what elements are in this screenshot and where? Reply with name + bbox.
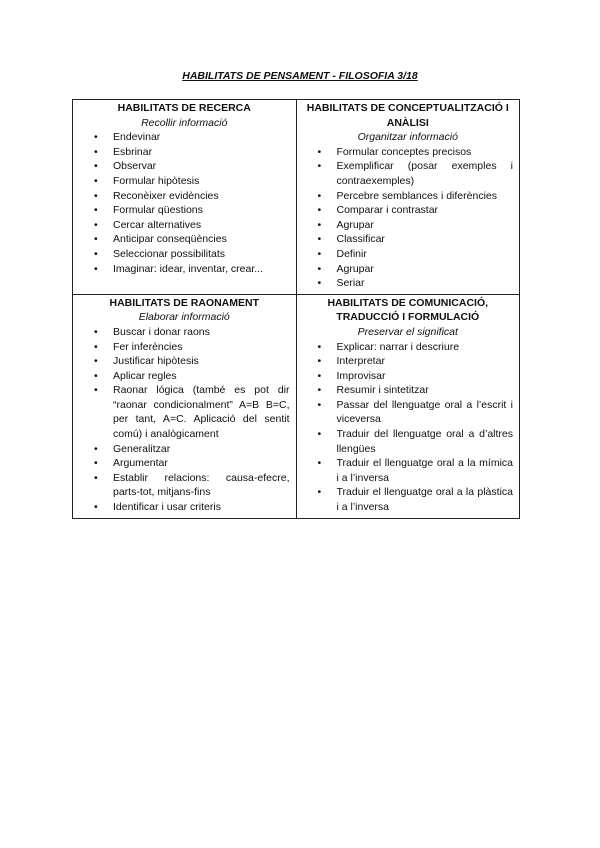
list-item: • Argumentar	[79, 456, 290, 471]
cell-comunicacio	[296, 294, 520, 518]
list-item: • Explicar: narrar i descriure	[303, 340, 514, 355]
table-row	[73, 100, 520, 295]
cell-recerca	[73, 100, 297, 295]
list-item: • Passar del llenguatge oral a l’escrit i viceversa	[303, 398, 514, 427]
list-item: • Identificar i usar criteris	[79, 500, 290, 515]
list-item: • Endevinar	[79, 130, 290, 145]
list-item: • Cercar alternatives	[79, 218, 290, 233]
list-item: • Agrupar	[303, 218, 514, 233]
list-item: • Improvisar	[303, 369, 514, 384]
list-item: • Establir relacions: causa-efecre, parts-tot, mitjans-fins	[79, 471, 290, 500]
list-item: • Formular qüestions	[79, 203, 290, 218]
list-item: • Definir	[303, 247, 514, 262]
list-item: • Agrupar	[303, 262, 514, 277]
list-item: • Generalitzar	[79, 442, 290, 457]
document-title: HABILITATS DE PENSAMENT - FILOSOFIA 3/18	[182, 70, 418, 82]
list-conceptualitzacio	[303, 145, 514, 291]
list-item: • Comparar i contrastar	[303, 203, 514, 218]
list-recerca	[79, 130, 290, 276]
cell-subtitle-raonament: Elaborar informació	[138, 311, 230, 324]
list-item: • Imaginar: idear, inventar, crear...	[79, 262, 290, 277]
list-item: • Interpretar	[303, 354, 514, 369]
list-item: • Formular hipòtesis	[79, 174, 290, 189]
list-item: • Seriar	[303, 276, 514, 291]
list-item: • Raonar lógica (també es pot dir “raonar condicionalment” A=B B=C, per tant, A=C. Aplicació del sentit comú) i analògicament	[79, 383, 290, 441]
skills-table	[72, 99, 520, 519]
list-item: • Seleccionar possibilitats	[79, 247, 290, 262]
cell-title-conceptualitzacio: HABILITATS DE CONCEPTUALITZACIÓ I ANÀLISI	[306, 102, 509, 129]
list-item: • Fer inferències	[79, 340, 290, 355]
table-row	[73, 294, 520, 518]
list-item: • Traduir el llenguatge oral a la mímica i a l’inversa	[303, 456, 514, 485]
list-item: • Traduir el llenguatge oral a la plàstica i a l’inversa	[303, 485, 514, 514]
cell-subtitle-conceptualitzacio: Organitzar informació	[357, 131, 458, 144]
cell-title-raonament: HABILITATS DE RAONAMENT	[109, 296, 260, 309]
list-item: • Resumir i sintetitzar	[303, 383, 514, 398]
list-item: • Anticipar conseqüències	[79, 232, 290, 247]
list-item: • Exemplificar (posar exemples i contraexemples)	[303, 159, 514, 188]
list-item: • Buscar i donar raons	[79, 325, 290, 340]
list-item: • Observar	[79, 159, 290, 174]
list-item: • Classificar	[303, 232, 514, 247]
list-item: • Formular conceptes precisos	[303, 145, 514, 160]
list-item: • Justificar hipòtesis	[79, 354, 290, 369]
list-comunicacio	[303, 340, 514, 515]
list-item: • Percebre semblances i diferències	[303, 189, 514, 204]
cell-subtitle-recerca: Recollir informació	[141, 116, 228, 129]
cell-subtitle-comunicacio: Preservar el significat	[357, 325, 458, 338]
list-item: • Traduir del llenguatge oral a d’altres llengües	[303, 427, 514, 456]
cell-raonament	[73, 294, 297, 518]
list-item: • Aplicar regles	[79, 369, 290, 384]
cell-title-comunicacio: HABILITATS DE COMUNICACIÓ, TRADUCCIÓ I FORMULACIÓ	[327, 296, 489, 324]
list-item: • Esbrinar	[79, 145, 290, 160]
list-item: • Reconèixer evidències	[79, 189, 290, 204]
list-raonament	[79, 325, 290, 515]
cell-title-recerca: HABILITATS DE RECERCA	[117, 102, 251, 114]
cell-conceptualitzacio	[296, 100, 520, 295]
